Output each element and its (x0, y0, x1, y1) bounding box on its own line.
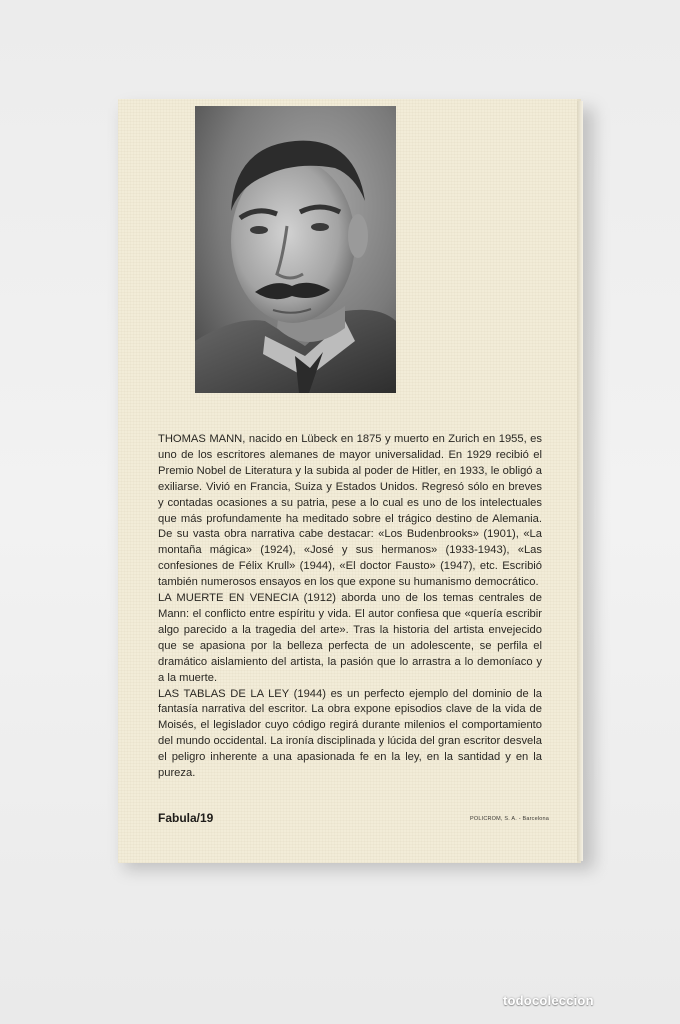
book-page-edge (577, 101, 583, 861)
printer-credit: POLICROM, S. A. - Barcelona (470, 816, 550, 822)
muerte-en-venecia-paragraph: LA MUERTE EN VENECIA (1912) aborda uno de los temas centrales de Mann: el conflicto entre espíritu y vida. El autor confiesa que «quería escribir algo parecido a la tragedia del arte». Tras la historia del artista envejecido que se apasiona por la belleza perfecta de un adolescente, se perfila el dramático aislamiento del artista, la pasión que lo arrastra a lo demoníaco y a la muerte. (158, 592, 542, 684)
series-label: Fabula/19 (158, 811, 214, 825)
site-watermark: todocoleccion (503, 993, 594, 1008)
tablas-de-la-ley-paragraph: LAS TABLAS DE LA LEY (1944) es un perfecto ejemplo del dominio de la fantasía narrativa del escritor. La obra expone episodios clave de la vida de Moisés, el legislador cuyo código regirá durante milenios el comportamiento del mundo occidental. La ironía disciplinada y lúcida del gran escritor desvela el peligro inherente a una apasionada fe en la ley, en la santidad y en la pureza. (158, 687, 542, 780)
book-back-cover (118, 99, 581, 863)
book-description (158, 432, 542, 782)
author-portrait-photo (195, 106, 396, 393)
author-bio-paragraph: THOMAS MANN, nacido en Lübeck en 1875 y muerto en Zurich en 1955, es uno de los escritores alemanes de mayor universalidad. En 1929 recibió el Premio Nobel de Literatura y la subida al poder de Hitler, en 1933, le obligó a exiliarse. Vivió en Francia, Suiza y Estados Unidos. Regresó sólo en breves y contadas ocasiones a su patria, pese a lo cual es uno de los intelectuales que más profundamente ha meditado sobre el trágico destino de Alemania. De su vasta obra narrativa cabe destacar: «Los Budenbrooks» (1901), «La montaña mágica» (1924), «José y sus hermanos» (1933-1943), «Las confesiones de Félix Krull» (1944), «El doctor Fausto» (1947), etc. Escribió también numerosos ensayos en los que expone su humanismo democrático. (158, 433, 542, 589)
